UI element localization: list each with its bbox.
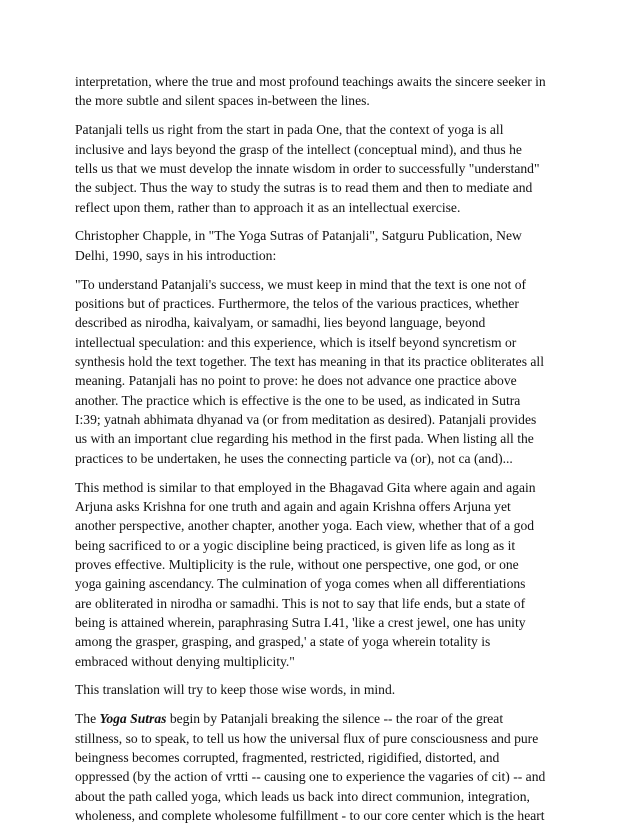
text-line: about the path called yoga, which leads us back into direct communion, integration, (75, 788, 530, 804)
text-segment: The (75, 711, 100, 727)
paragraph-yoga-sutras-intro (75, 709, 575, 825)
text-line: described as nirodha, kaivalyam, or samadhi, lies beyond language, beyond (75, 315, 486, 331)
text-line: This method is similar to that employed in the Bhagavad Gita where again and again (75, 479, 536, 495)
text-line: us with an important clue regarding his method in the first pada. When listing all the (75, 431, 534, 447)
text-line: Delhi, 1990, says in his introduction: (75, 247, 277, 263)
document-page (75, 72, 575, 825)
text-line: proves effective. Multiplicity is the rule, without one perspective, one god, or one (75, 556, 519, 572)
text-line: "To understand Patanjali's success, we must keep in mind that the text is one not of (75, 276, 527, 292)
paragraph-chapple-citation (75, 226, 575, 265)
text-line: being sacrificed to or a yogic discipline being practiced, is given life as long as it (75, 537, 516, 553)
text-line: are obliterated in nirodha or samadhi. This is not to say that life ends, but a state of (75, 595, 526, 611)
text-line: another. The practice which is effective is the one to be used, as indicated in Sutra (75, 392, 521, 408)
text-line: Christopher Chapple, in "The Yoga Sutras of Patanjali", Satguru Publication, New (75, 228, 522, 244)
text-line: Arjuna asks Krishna for one truth and again and again Krishna offers Arjuna yet (75, 498, 511, 514)
yoga-sutras-title-emphasis: Yoga Sutras (99, 711, 167, 727)
text-line: reflect upon them, rather than to approach it as an intellectual exercise. (75, 199, 461, 215)
text-line: positions but of practices. Furthermore, the telos of the various practices, whether (75, 295, 519, 311)
paragraph-bhagavad-gita (75, 478, 575, 671)
text-line: I:39; yatnah abhimata dhyanad va (or from meditation as desired). Patanjali provides (75, 412, 537, 427)
paragraph-chapple-quote (75, 275, 575, 468)
text-line: yoga gaining ascendancy. The culmination of yoga comes when all differentiations (75, 576, 526, 592)
text-line: inclusive and lays beyond the grasp of the intellect (conceptual mind), and thus he (75, 141, 522, 157)
text-line: wholeness, and complete wholesome fulfillment - to our core center which is the heart (75, 808, 545, 824)
text-line: another perspective, another chapter, another yoga. Each view, whether that of a god (75, 518, 535, 534)
text-line: the more subtle and silent spaces in-between the lines. (75, 93, 370, 109)
paragraph-patanjali-context (75, 120, 575, 217)
text-line: This translation will try to keep those wise words, in mind. (75, 682, 396, 698)
text-line: being is attained wherein, paraphrasing Sutra I.41, 'like a crest jewel, one has unity (75, 614, 526, 630)
text-line (75, 709, 575, 728)
text-segment: begin by Patanjali breaking the silence -- the roar of the great (166, 711, 504, 727)
text-line: meaning. Patanjali has no point to prove: he does not advance one practice above (75, 373, 517, 389)
text-line: Patanjali tells us right from the start in pada One, that the context of yoga is all (75, 122, 504, 138)
text-line: synthesis hold the text together. The text has meaning in that its practice obliterates all (75, 353, 544, 369)
text-line: the subject. Thus the way to study the sutras is to read them and then to mediate and (75, 180, 533, 196)
text-line: practices to be undertaken, he uses the connecting particle va (or), not ca (and)... (75, 450, 513, 466)
text-line: among the grasper, grasping, and grasped,' a state of yoga wherein totality is (75, 634, 491, 650)
text-line: tells us that we must develop the innate wisdom in order to successfully "understand" (75, 160, 540, 176)
text-line: oppressed (by the action of vrtti -- causing one to experience the vagaries of cit) -- and (75, 769, 546, 785)
text-line: intellectual speculation: and this experience, which is itself beyond syncretism or (75, 334, 517, 350)
text-line: interpretation, where the true and most profound teachings awaits the sincere seeker in (75, 74, 546, 89)
paragraph-interpretation (75, 72, 575, 111)
text-line: beingness becomes corrupted, fragmented, restricted, rigidified, distorted, and (75, 750, 500, 765)
paragraph-translation-note (75, 680, 575, 699)
text-line: embraced without denying multiplicity." (75, 653, 295, 669)
text-line: stillness, so to speak, to tell us how the universal flux of pure consciousness and pure (75, 730, 539, 746)
